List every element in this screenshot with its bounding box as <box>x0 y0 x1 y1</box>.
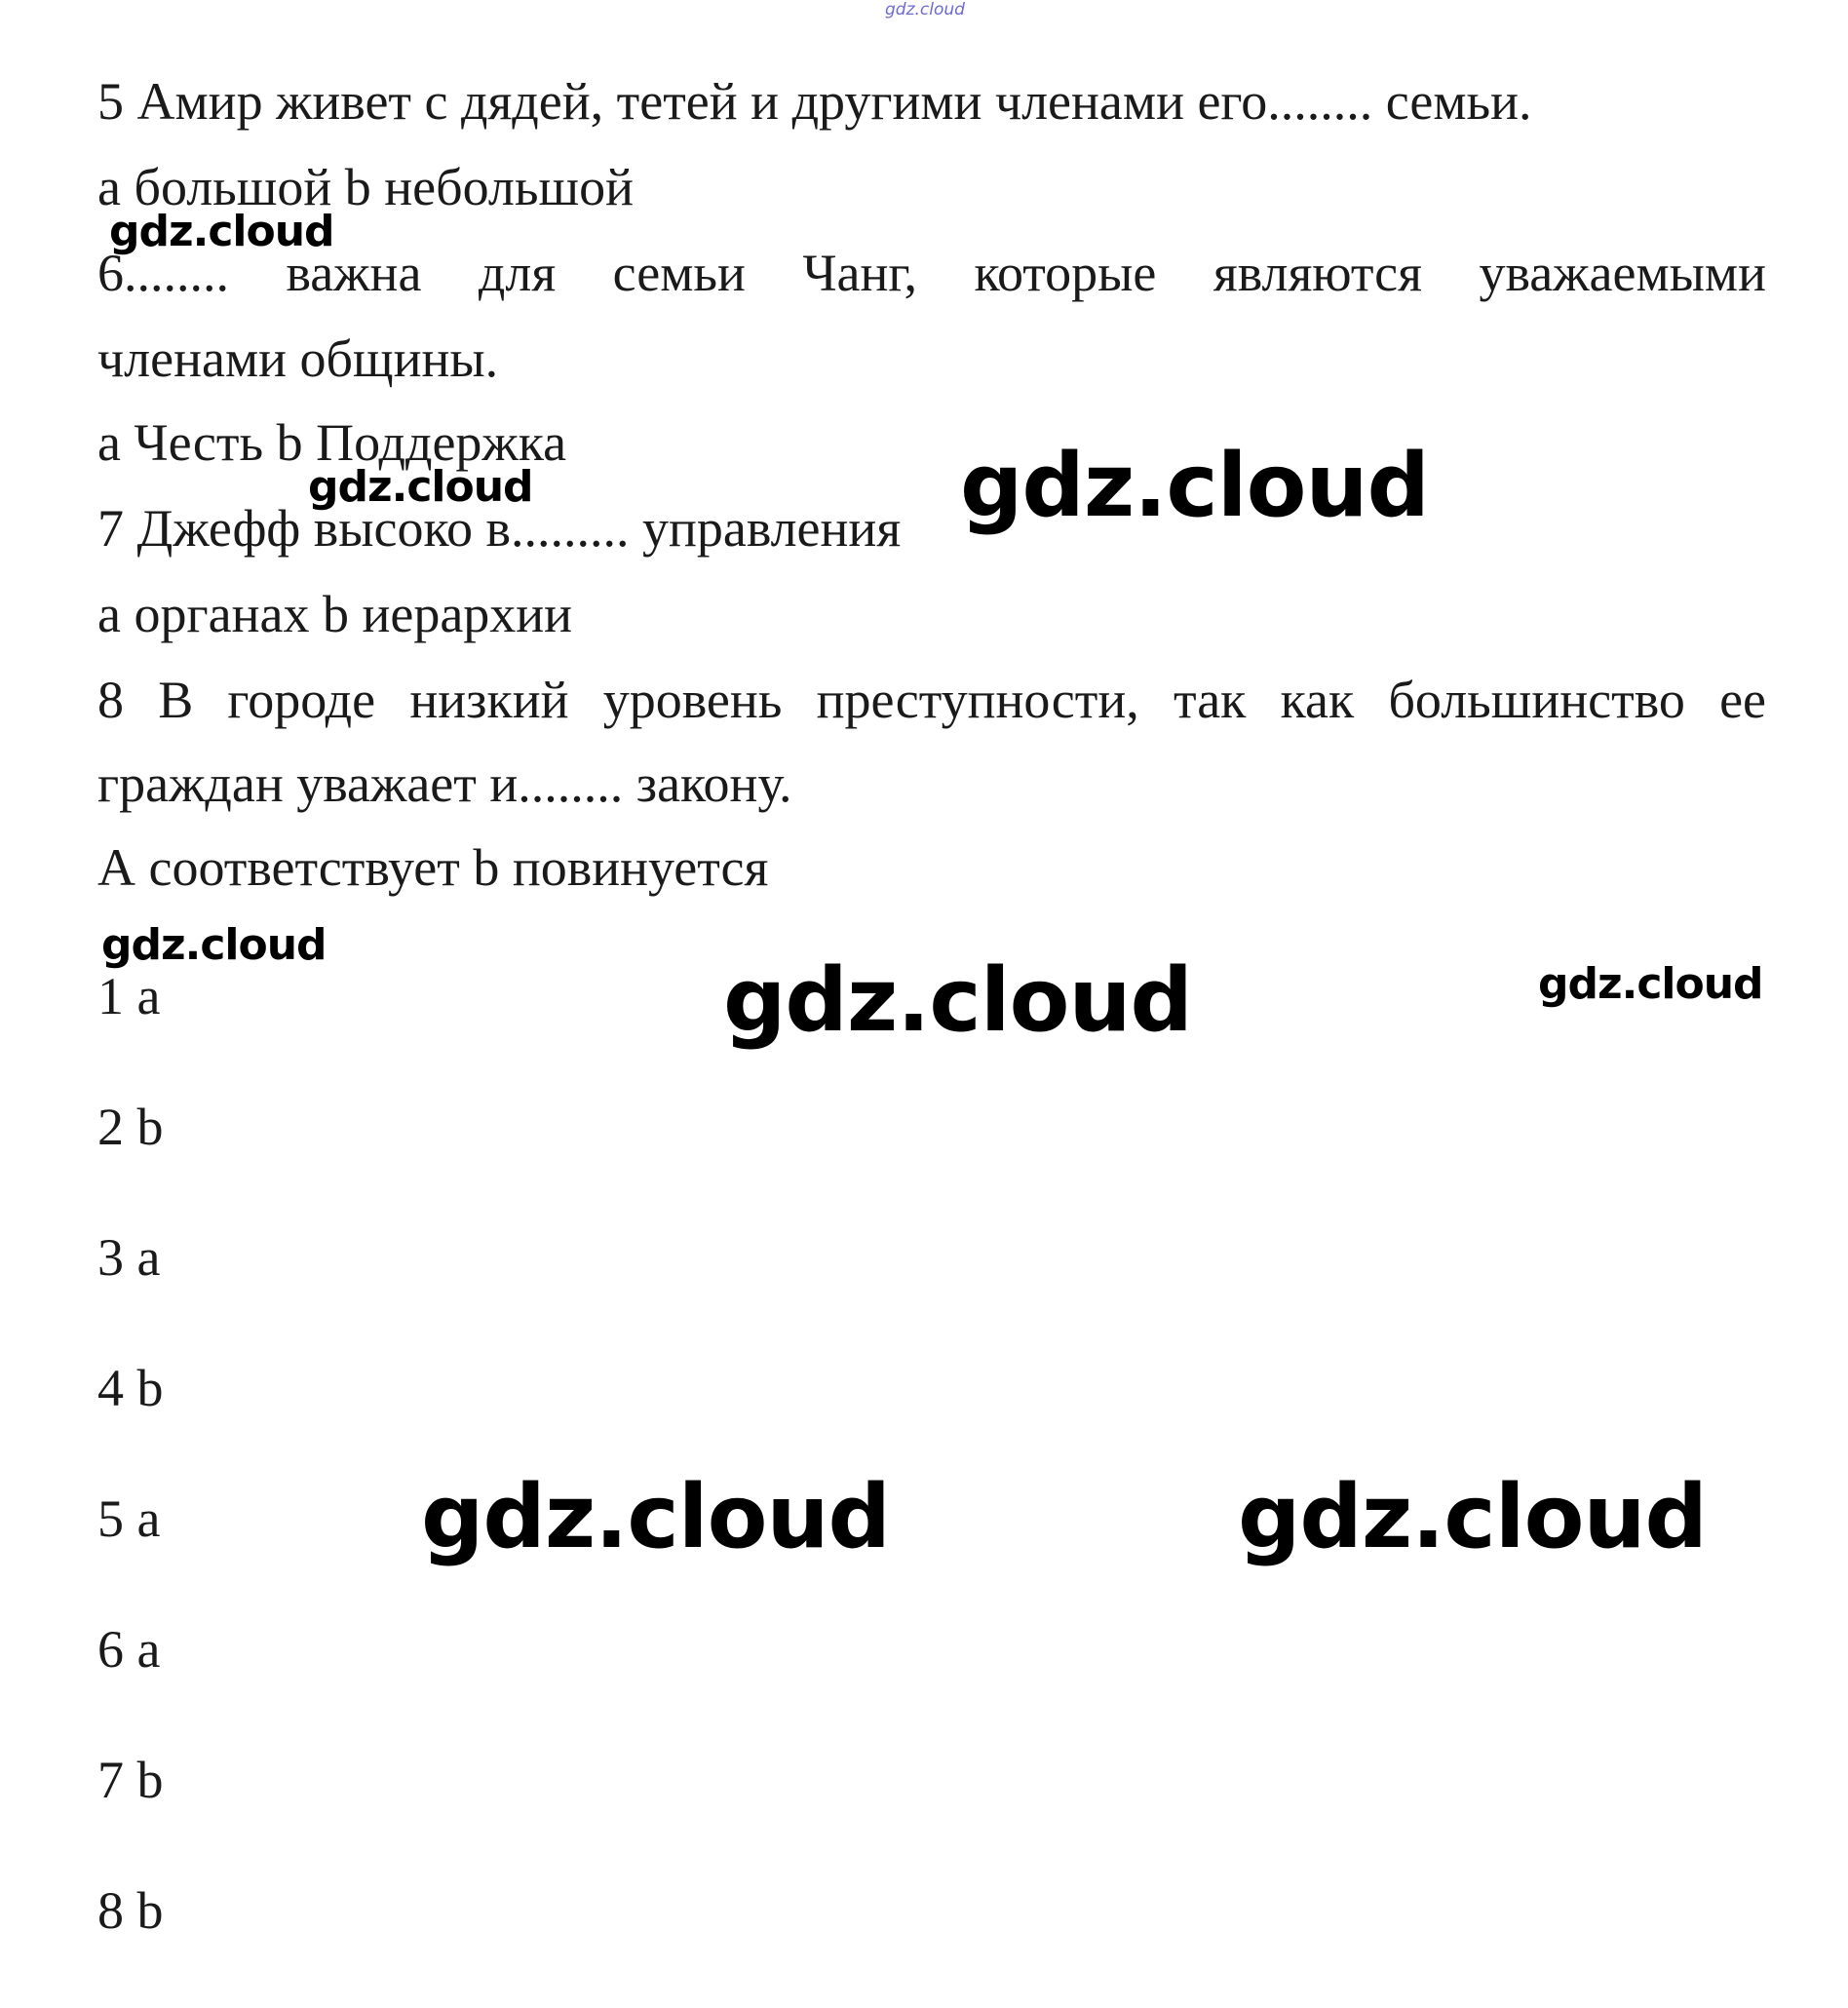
answer-3: 3 a <box>97 1228 161 1287</box>
question-5-options: а большой b небольшой <box>97 158 634 216</box>
answer-1: 1 a <box>97 967 161 1025</box>
watermark: gdz.cloud <box>101 920 327 970</box>
question-6-options: а Честь b Поддержка <box>97 413 567 472</box>
watermark: gdz.cloud <box>1538 959 1763 1009</box>
question-6-text-continued: членами общины. <box>97 329 499 388</box>
watermark: gdz.cloud <box>421 1466 890 1568</box>
answer-2: 2 b <box>97 1098 164 1156</box>
question-7-text: 7 Джефф высоко в......... управления <box>97 499 902 558</box>
question-8-text-continued: граждан уважает и........ закону. <box>97 754 792 813</box>
watermark: gdz.cloud <box>109 207 334 256</box>
answer-8: 8 b <box>97 1881 164 1940</box>
answer-6: 6 a <box>97 1620 161 1679</box>
answer-7: 7 b <box>97 1751 164 1809</box>
question-8-options: А соответствует b повинуется <box>97 838 769 897</box>
question-5-text: 5 Амир живет с дядей, тетей и другими членами его........ семьи. <box>97 72 1532 131</box>
answer-5: 5 a <box>97 1489 161 1548</box>
watermark: gdz.cloud <box>723 949 1192 1052</box>
watermark: gdz.cloud <box>960 435 1429 537</box>
question-7-options: а органах b иерархии <box>97 585 573 643</box>
watermark: gdz.cloud <box>308 462 533 512</box>
answer-4: 4 b <box>97 1359 164 1417</box>
question-8-text: 8 В городе низкий уровень преступности, так как большинство ее <box>97 671 1766 729</box>
question-6-text: 6........ важна для семьи Чанг, которые являются уважаемыми <box>97 244 1766 302</box>
watermark-top: gdz.cloud <box>885 0 965 19</box>
watermark: gdz.cloud <box>1238 1466 1707 1568</box>
